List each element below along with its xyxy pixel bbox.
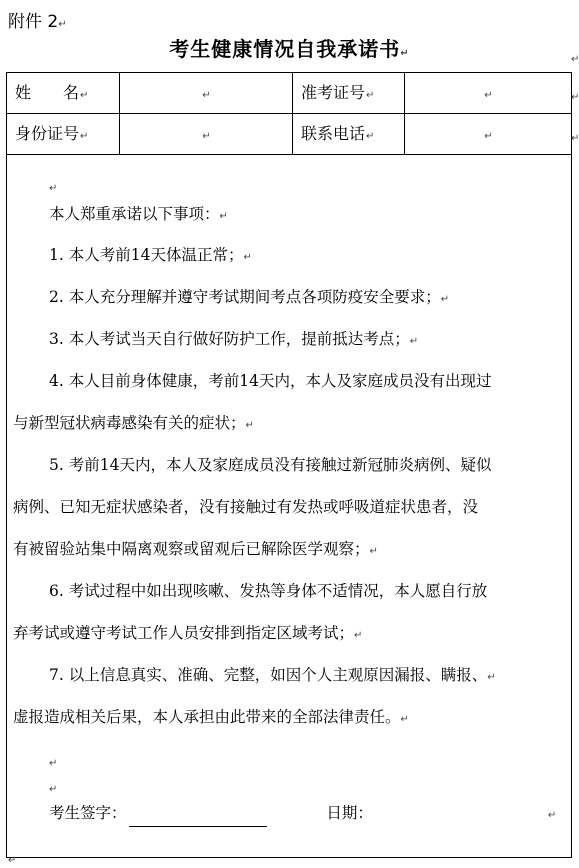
- pledge-item-5-line-1: 5. 考前14天内，本人及家庭成员没有接触过新冠肺炎病例、疑似: [49, 456, 492, 474]
- form-row-name: [7, 73, 571, 114]
- pledge-body: ↵ 本人郑重承诺以下事项：↵ 1. 本人考前14天体温正常；↵ 2. 本人充分理解并遵守考试期间考点各项防疫安全要求；↵ 3. 本人考试当天自行做好防护工作，提前抵达考点；↵ 4. 本人目前身体健康，考前14天内，本人及家庭成员没有出现过 与新型冠状病毒感染有关的症状；↵ 5. 考前14天内，本人及家庭成员没有接触过新冠肺炎病例、疑似 病例、已知无症状感染者，没有接触过有发热或呼吸道症状患者，没 有被留验站集中隔离观察或留观后已解除医学观察；↵ 6. 考试过程中如出现咳嗽、发热等身体不适情况，本人愿自行放 弃考试或遵守考试工作人员安排到指定区域考试；↵ 7. 以上信息真实、准确、完整，如因个人主观原因漏报、瞒报、↵ 虚报造成相关后果，本人承担由此带来的全部法律责任。↵ ↵ ↵ 考生签字： 日期： ↵: [7, 157, 571, 857]
- pledge-form: [6, 72, 572, 858]
- pledge-item-7-line-1: 7. 以上信息真实、准确、完整，如因个人主观原因漏报、瞒报、↵: [49, 666, 496, 684]
- phone-field[interactable]: ↵: [484, 131, 493, 142]
- row-end-mark: ↵: [571, 92, 579, 103]
- pledge-item-3: 3. 本人考试当天自行做好防护工作，提前抵达考点；↵: [49, 330, 419, 348]
- pledge-item-1: 1. 本人考前14天体温正常；↵: [49, 246, 252, 264]
- pledge-intro: 本人郑重承诺以下事项：↵: [49, 205, 228, 223]
- pledge-item-6-line-2: 弃考试或遵守考试工作人员安排到指定区域考试；↵: [13, 624, 363, 642]
- pledge-item-6-line-1: 6. 考试过程中如出现咳嗽、发热等身体不适情况，本人愿自行放: [49, 582, 488, 600]
- pledge-item-5-line-3: 有被留验站集中隔离观察或留观后已解除医学观察；↵: [13, 540, 378, 558]
- paragraph-mark: ↵: [8, 855, 17, 866]
- row-end-mark: ↵: [571, 133, 579, 144]
- document-title: 考生健康情况自我承诺书↵: [169, 37, 410, 61]
- date-label: 日期：: [326, 804, 373, 822]
- signature-line: 考生签字： 日期： ↵: [49, 802, 579, 827]
- pledge-item-7-line-2: 虚报造成相关后果，本人承担由此带来的全部法律责任。↵: [13, 708, 409, 726]
- name-field[interactable]: ↵: [120, 73, 293, 113]
- phone-label-cell: 联系电话↵: [293, 114, 405, 154]
- phone-label: 联系电话: [301, 124, 366, 143]
- pledge-item-4-line-2: 与新型冠状病毒感染有关的症状；↵: [13, 414, 254, 432]
- attachment-label: 附件 2↵: [8, 12, 67, 32]
- pledge-item-2: 2. 本人充分理解并遵守考试期间考点各项防疫安全要求；↵: [49, 288, 450, 306]
- id-label-cell: 身份证号↵: [7, 114, 120, 154]
- exam-no-label-cell: 准考证号↵: [293, 73, 405, 113]
- name-label: 姓 名: [15, 83, 80, 102]
- row-end-mark: ↵: [571, 54, 579, 65]
- paragraph-mark: ↵: [400, 48, 410, 59]
- paragraph-mark: ↵: [58, 19, 67, 30]
- form-row-id: [7, 114, 571, 155]
- name-label-cell: 姓 名↵: [7, 73, 120, 113]
- id-label: 身份证号: [15, 124, 80, 143]
- signature-label: 考生签字：: [49, 804, 127, 822]
- pledge-item-4-line-1: 4. 本人目前身体健康，考前14天内，本人及家庭成员没有出现过: [49, 372, 492, 390]
- id-field[interactable]: ↵: [120, 114, 293, 154]
- signature-field[interactable]: [129, 810, 267, 827]
- pledge-item-5-line-2: 病例、已知无症状感染者，没有接触过有发热或呼吸道症状患者，没: [13, 498, 479, 516]
- exam-no-field[interactable]: ↵: [484, 90, 493, 101]
- exam-no-label: 准考证号: [301, 83, 366, 102]
